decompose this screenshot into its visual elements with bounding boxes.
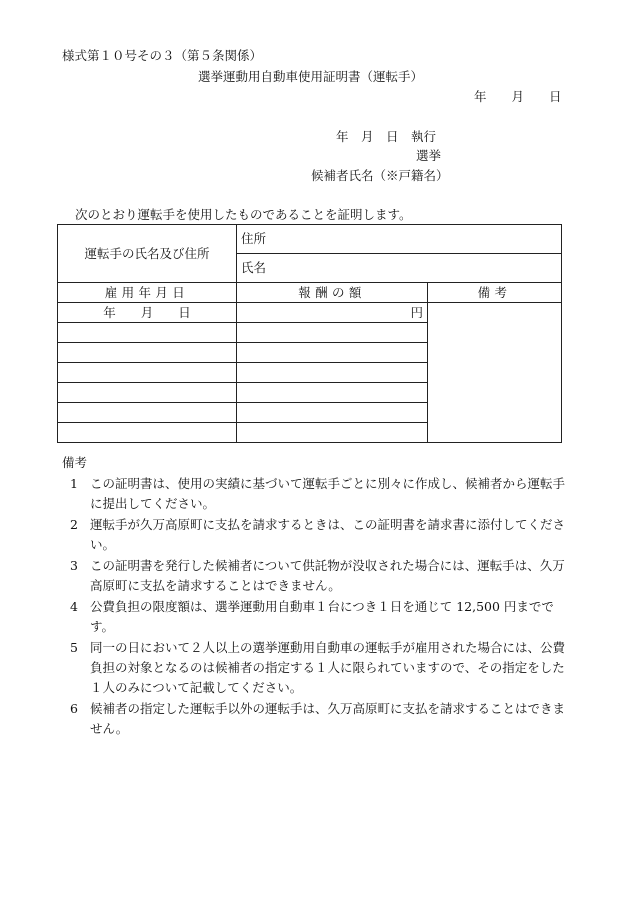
issue-date: 年 月 日 [474, 89, 562, 104]
note-text: 候補者の指定した運転手以外の運転手は、久万高原町に支払を請求することはできません。 [90, 701, 566, 736]
note-number: 5 [70, 640, 78, 655]
col-header-remarks: 備考 [428, 283, 562, 303]
note-text: 公費負担の限度額は、選挙運動用自動車１台につき１日を通じて 12,500 円までです。 [90, 599, 554, 634]
name-field[interactable]: 氏名 [237, 254, 562, 283]
fee-cell[interactable]: 円 [237, 303, 428, 323]
election-name-label: 選挙 [416, 148, 442, 163]
fee-cell[interactable] [237, 383, 428, 403]
remarks-cell[interactable] [428, 303, 562, 443]
candidate-name-label: 候補者氏名（※戸籍名） [311, 168, 449, 183]
election-date: 年 月 日 執行 [336, 129, 437, 144]
note-text: 同一の日において２人以上の選挙運動用自動車の運転手が雇用された場合には、公費負担の対象となるのは候補者の指定する１人に限られていますので、その指定をした１人のみについて記載してください。 [90, 640, 566, 695]
note-item [62, 699, 570, 739]
note-item [62, 474, 570, 514]
fee-cell[interactable] [237, 403, 428, 423]
employment-date-cell[interactable]: 年 月 日 [58, 303, 237, 323]
employment-date-cell[interactable] [58, 323, 237, 343]
fee-cell[interactable] [237, 323, 428, 343]
notes-section [62, 453, 570, 739]
note-item [62, 515, 570, 555]
employment-date-cell[interactable] [58, 343, 237, 363]
certificate-table [57, 224, 562, 443]
note-text: この証明書を発行した候補者について供託物が没収された場合には、運転手は、久万高原町に支払を請求することはできません。 [90, 558, 565, 593]
certification-statement: 次のとおり運転手を使用したものであることを証明します。 [75, 207, 412, 222]
note-number: 6 [70, 701, 78, 716]
employment-date-cell[interactable] [58, 403, 237, 423]
note-number: 1 [70, 476, 78, 491]
note-item [62, 597, 570, 637]
driver-label: 運転手の氏名及び住所 [58, 225, 237, 283]
document-title: 選挙運動用自動車使用証明書（運転手） [198, 69, 424, 84]
fee-cell[interactable] [237, 343, 428, 363]
note-item [62, 556, 570, 596]
employment-date-cell[interactable] [58, 363, 237, 383]
fee-cell[interactable] [237, 363, 428, 383]
employment-date-cell[interactable] [58, 383, 237, 403]
employment-date-cell[interactable] [58, 423, 237, 443]
notes-title: 備考 [62, 455, 88, 470]
form-number: 様式第１０号その３（第５条関係） [62, 48, 263, 63]
note-text: この証明書は、使用の実績に基づいて運転手ごとに別々に作成し、候補者から運転手に提出してください。 [90, 476, 566, 511]
col-header-fee: 報酬の額 [237, 283, 428, 303]
note-number: 2 [70, 517, 78, 532]
note-number: 4 [70, 599, 78, 614]
note-item [62, 638, 570, 698]
fee-cell[interactable] [237, 423, 428, 443]
note-number: 3 [70, 558, 78, 573]
col-header-employment-date: 雇用年月日 [58, 283, 237, 303]
address-field[interactable]: 住所 [237, 225, 562, 254]
note-text: 運転手が久万高原町に支払を請求するときは、この証明書を請求書に添付してください。 [90, 517, 566, 552]
